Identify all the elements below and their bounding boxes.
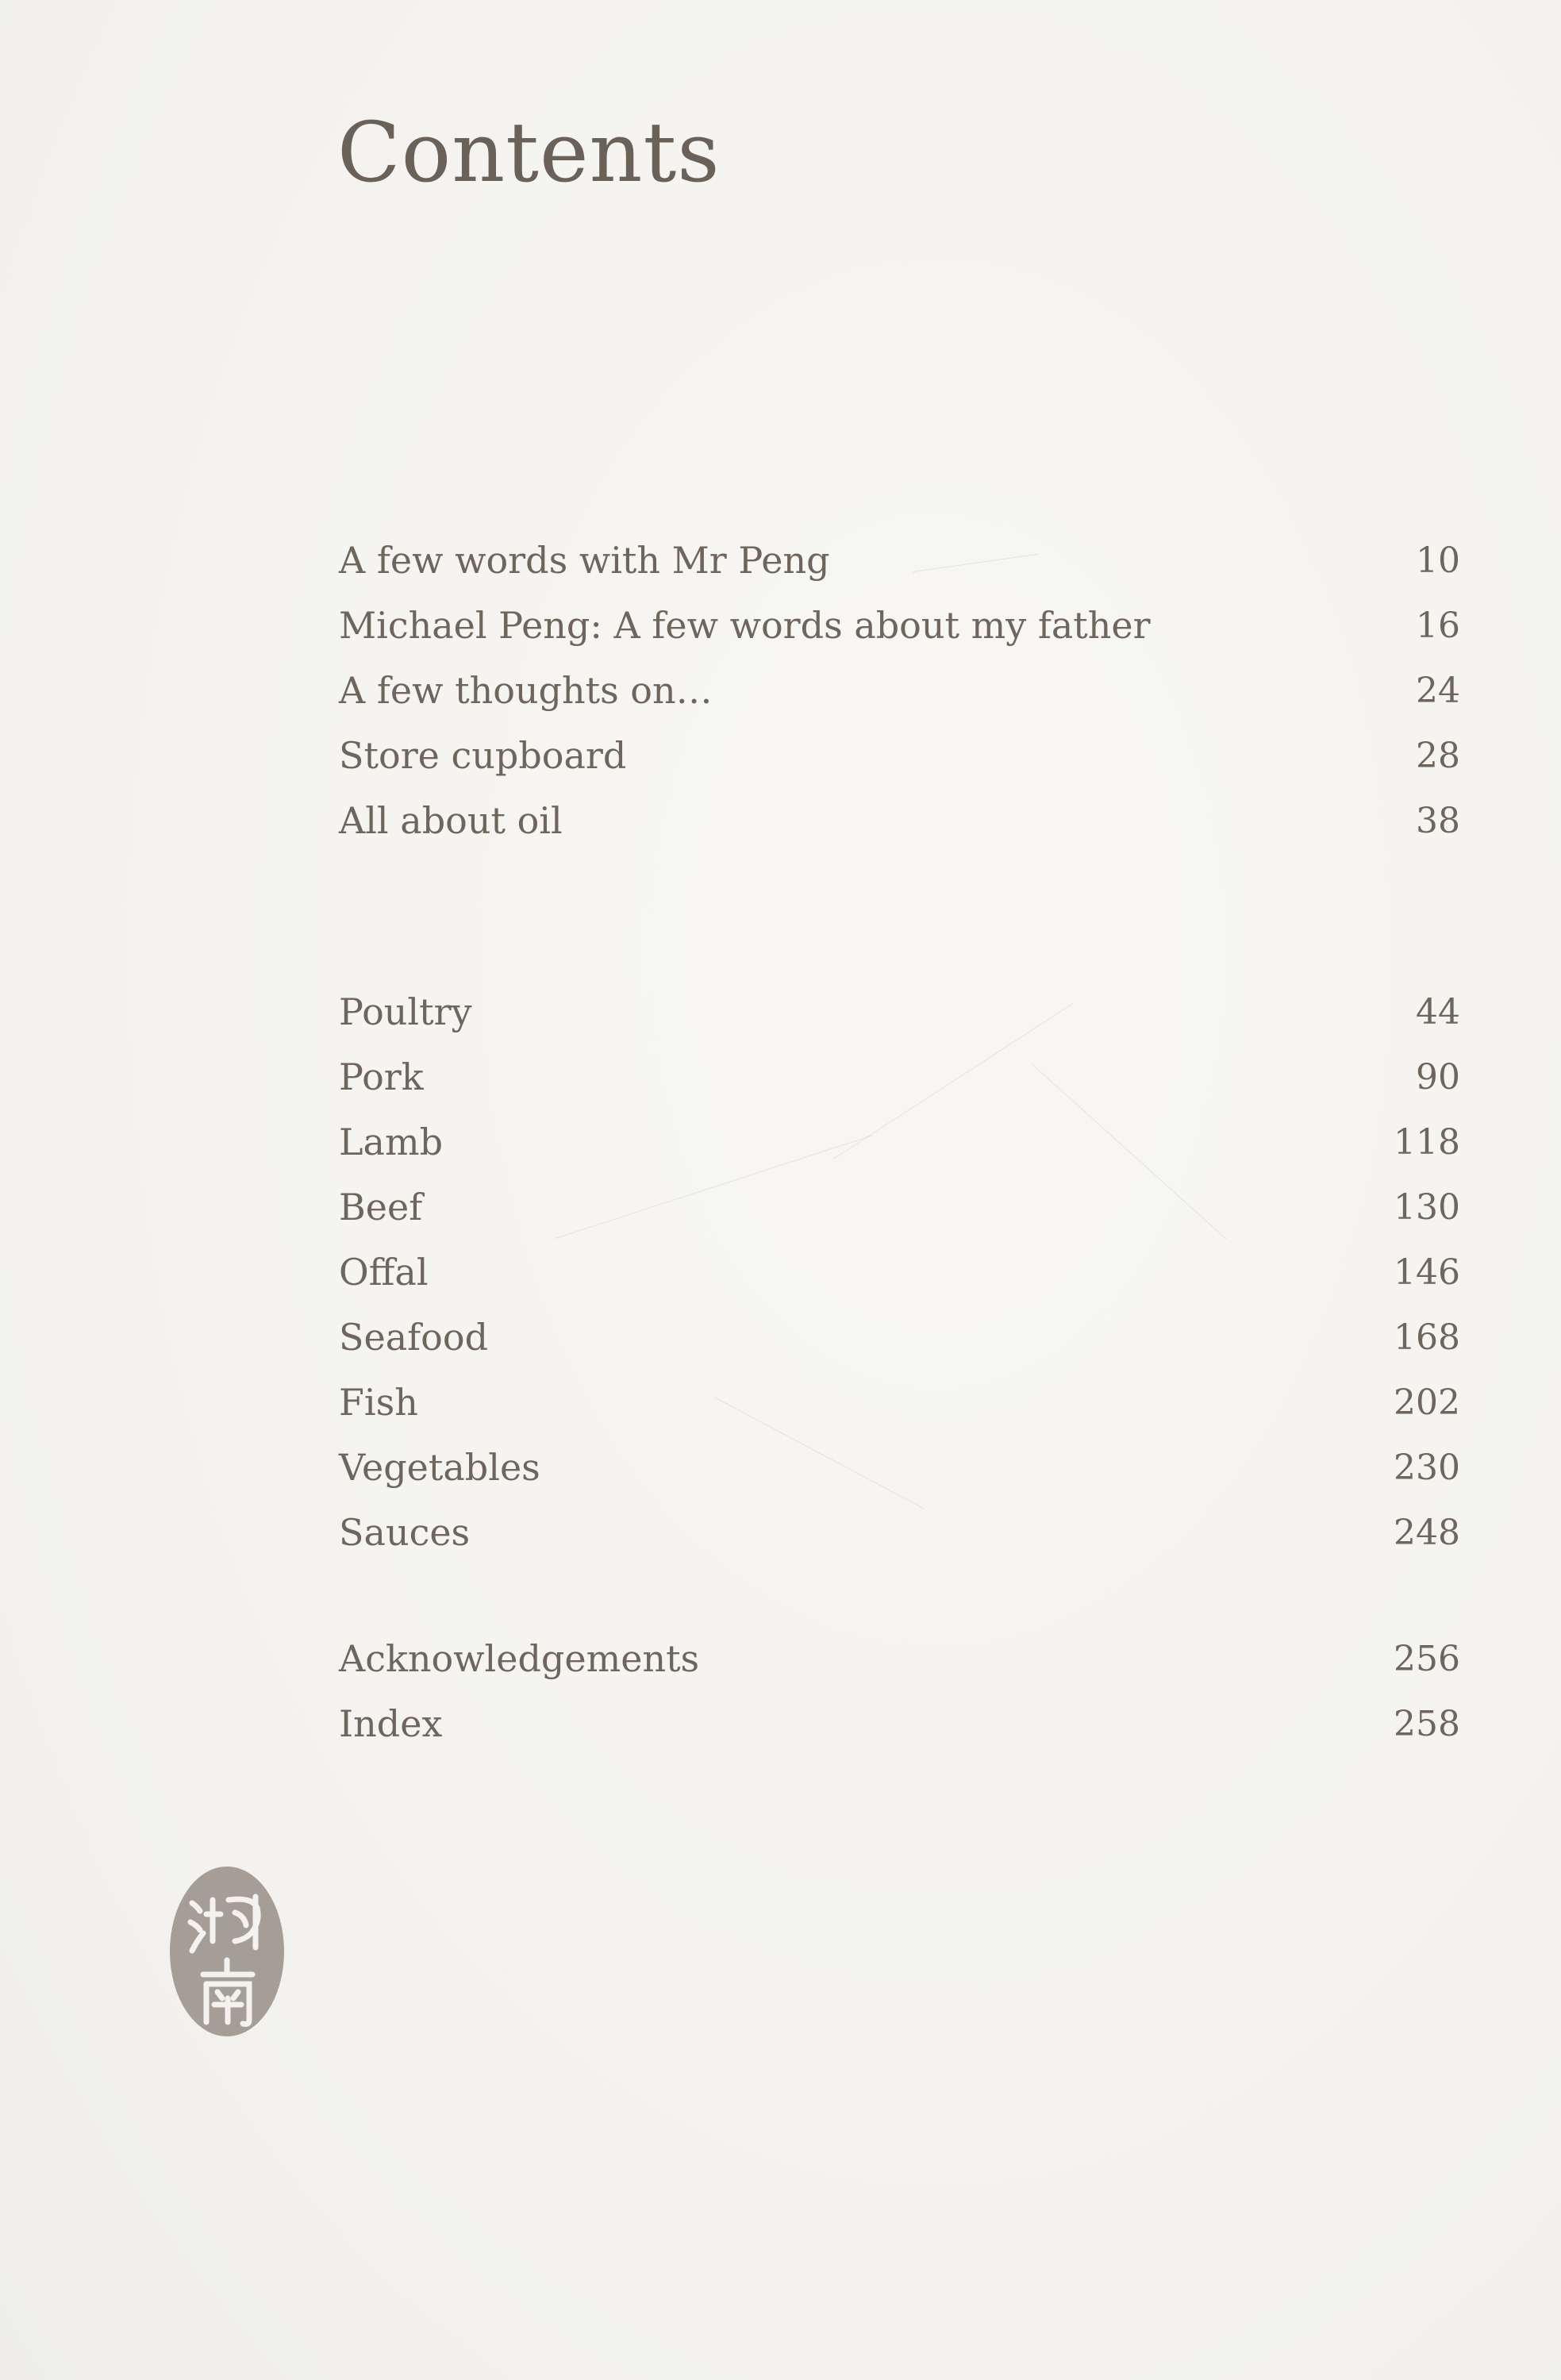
toc-entry[interactable]	[339, 1305, 1460, 1370]
toc-entry-label: Poultry	[339, 990, 472, 1033]
toc-entry-label: Beef	[339, 1186, 423, 1228]
toc-entry[interactable]	[339, 1240, 1460, 1305]
toc-entry-label: Sauces	[339, 1511, 471, 1554]
toc-entry-page: 38	[1416, 800, 1460, 841]
toc-entry-label: All about oil	[339, 799, 563, 842]
toc-entry-page: 90	[1416, 1056, 1460, 1098]
toc-entry[interactable]	[339, 979, 1460, 1044]
toc-entry-page: 202	[1394, 1382, 1460, 1423]
toc-entry-page: 118	[1394, 1121, 1460, 1163]
toc-entry[interactable]	[339, 1370, 1460, 1435]
toc-entry-label: A few words with Mr Peng	[339, 539, 830, 582]
toc-entry-page: 44	[1416, 991, 1460, 1032]
toc-entry[interactable]	[339, 1044, 1460, 1109]
toc-entry-page: 130	[1394, 1186, 1460, 1228]
toc-entry[interactable]	[339, 528, 1460, 593]
toc-section-recipes	[339, 979, 1460, 1565]
toc-entry-page: 24	[1416, 670, 1460, 711]
toc-entry[interactable]	[339, 1109, 1460, 1175]
toc-entry-page: 28	[1416, 735, 1460, 776]
toc-entry[interactable]	[339, 658, 1460, 723]
toc-entry-label: Store cupboard	[339, 734, 627, 777]
toc-entry[interactable]	[339, 1435, 1460, 1500]
toc-entry[interactable]	[339, 723, 1460, 788]
toc-entry-label: Michael Peng: A few words about my father	[339, 604, 1151, 647]
toc-entry-page: 230	[1394, 1447, 1460, 1488]
toc-entry-page: 146	[1394, 1252, 1460, 1293]
toc-section-back-matter	[339, 1626, 1460, 1756]
toc-entry-label: Seafood	[339, 1316, 489, 1359]
toc-entry[interactable]	[339, 593, 1460, 658]
seal-stamp-icon	[168, 1865, 286, 2038]
toc-entry[interactable]	[339, 1500, 1460, 1565]
toc-entry-label: Acknowledgements	[339, 1637, 700, 1680]
toc-entry-label: Vegetables	[339, 1446, 540, 1489]
toc-entry[interactable]	[339, 1175, 1460, 1240]
toc-entry-page: 258	[1394, 1703, 1460, 1744]
toc-entry-label: A few thoughts on…	[339, 669, 713, 712]
page-title: Contents	[337, 104, 721, 201]
toc-entry-page: 256	[1394, 1638, 1460, 1679]
toc-entry-page: 16	[1416, 605, 1460, 646]
toc-entry-page: 10	[1416, 540, 1460, 581]
toc-section-intro	[339, 528, 1460, 853]
toc-entry-page: 168	[1394, 1317, 1460, 1358]
toc-entry-label: Index	[339, 1702, 443, 1745]
toc-entry[interactable]	[339, 788, 1460, 853]
toc-entry-label: Fish	[339, 1381, 418, 1424]
toc-entry-label: Pork	[339, 1055, 424, 1098]
toc-entry-label: Lamb	[339, 1121, 444, 1163]
toc-entry[interactable]	[339, 1626, 1460, 1691]
toc-entry-label: Offal	[339, 1251, 429, 1294]
toc-entry-page: 248	[1394, 1512, 1460, 1553]
toc-entry[interactable]	[339, 1691, 1460, 1756]
